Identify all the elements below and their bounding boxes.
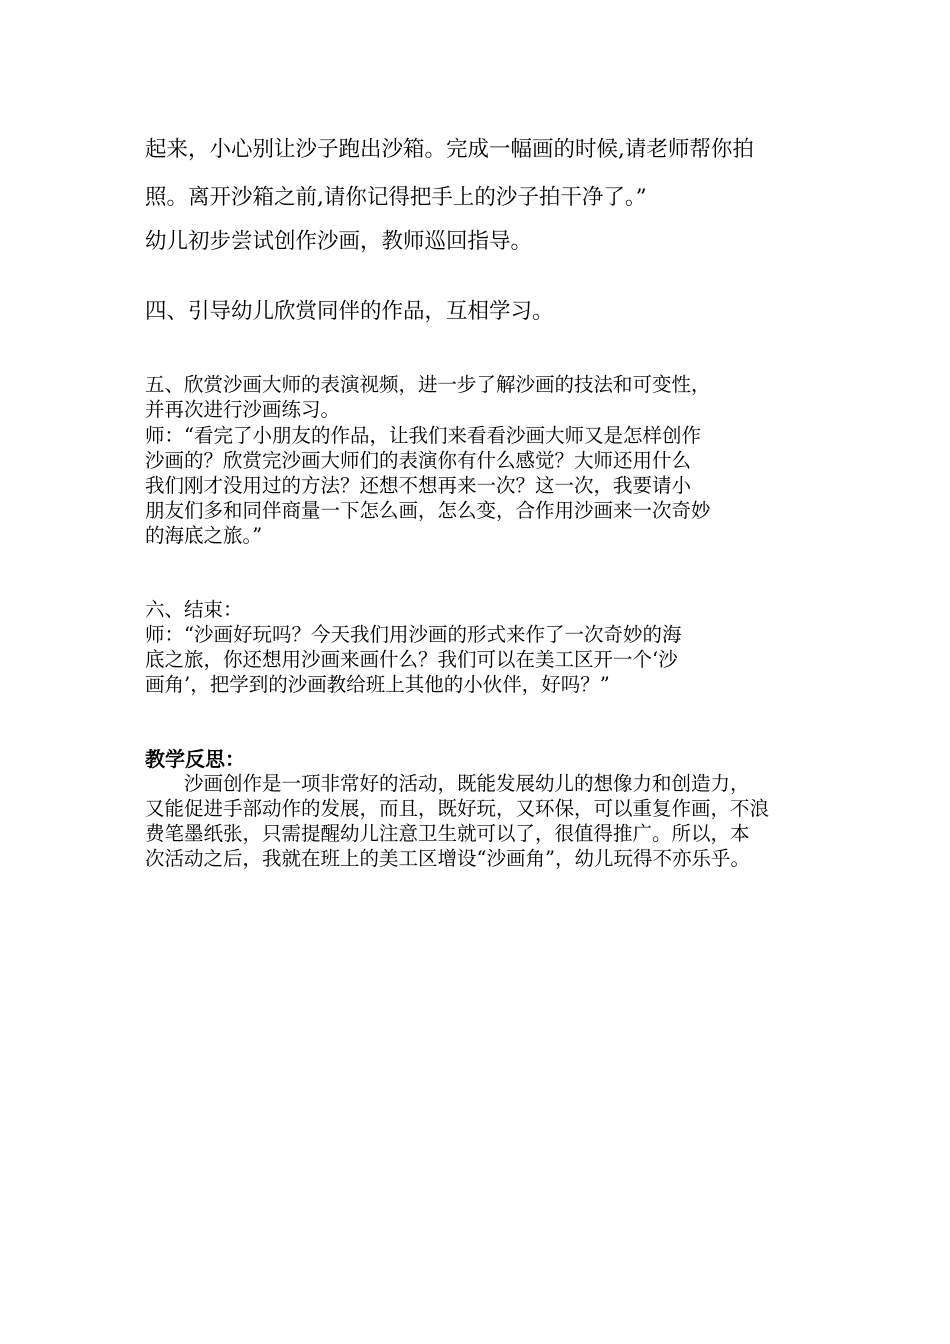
quote-line: 底之旅，你还想用沙画来画什么？我们可以在美工区开一个‘沙	[145, 648, 678, 671]
reflection-line: 次活动之后，我就在班上的美工区增设“沙画角”，幼儿玩得不亦乐乎。	[145, 847, 750, 870]
quote-line: 师：“看完了小朋友的作品，让我们来看看沙画大师又是怎样创作	[145, 424, 701, 447]
paragraph-line: 照。离开沙箱之前,请你记得把手上的沙子拍干净了。”	[145, 185, 647, 210]
quote-line: 师：“沙画好玩吗？今天我们用沙画的形式来作了一次奇妙的海	[145, 623, 682, 646]
section-heading-4: 四、引导幼儿欣赏同伴的作品，互相学习。	[145, 299, 554, 324]
reflection-line: 又能促进手部动作的发展，而且，既好玩，又环保，可以重复作画，不浪	[145, 797, 770, 820]
quote-line: 朋友们多和同伴商量一下怎么画，怎么变，合作用沙画来一次奇妙	[145, 499, 711, 522]
reflection-line: 费笔墨纸张，只需提醒幼儿注意卫生就可以了，很值得推广。所以，本	[145, 822, 750, 845]
reflection-title: 教学反思：	[145, 747, 245, 771]
paragraph-line: 幼儿初步尝试创作沙画，教师巡回指导。	[145, 229, 533, 254]
section-heading-5: 五、欣赏沙画大师的表演视频，进一步了解沙画的技法和可变性，	[145, 373, 711, 396]
section-heading-5-cont: 并再次进行沙画练习。	[145, 398, 341, 421]
quote-line: 画角’，把学到的沙画教给班上其他的小伙伴，好吗？”	[145, 673, 610, 696]
quote-line: 我们刚才没用过的方法？还想不想再来一次？这一次，我要请小	[145, 474, 692, 497]
reflection-line: 沙画创作是一项非常好的活动，既能发展幼儿的想像力和创造力，	[145, 772, 750, 795]
quote-line: 沙画的？欣赏完沙画大师们的表演你有什么感觉？大师还用什么	[145, 449, 692, 472]
section-heading-6: 六、结束：	[145, 598, 243, 621]
quote-line: 的海底之旅。”	[145, 524, 263, 547]
paragraph-line: 起来，小心别让沙子跑出沙箱。完成一幅画的时候,请老师帮你拍	[145, 137, 754, 162]
